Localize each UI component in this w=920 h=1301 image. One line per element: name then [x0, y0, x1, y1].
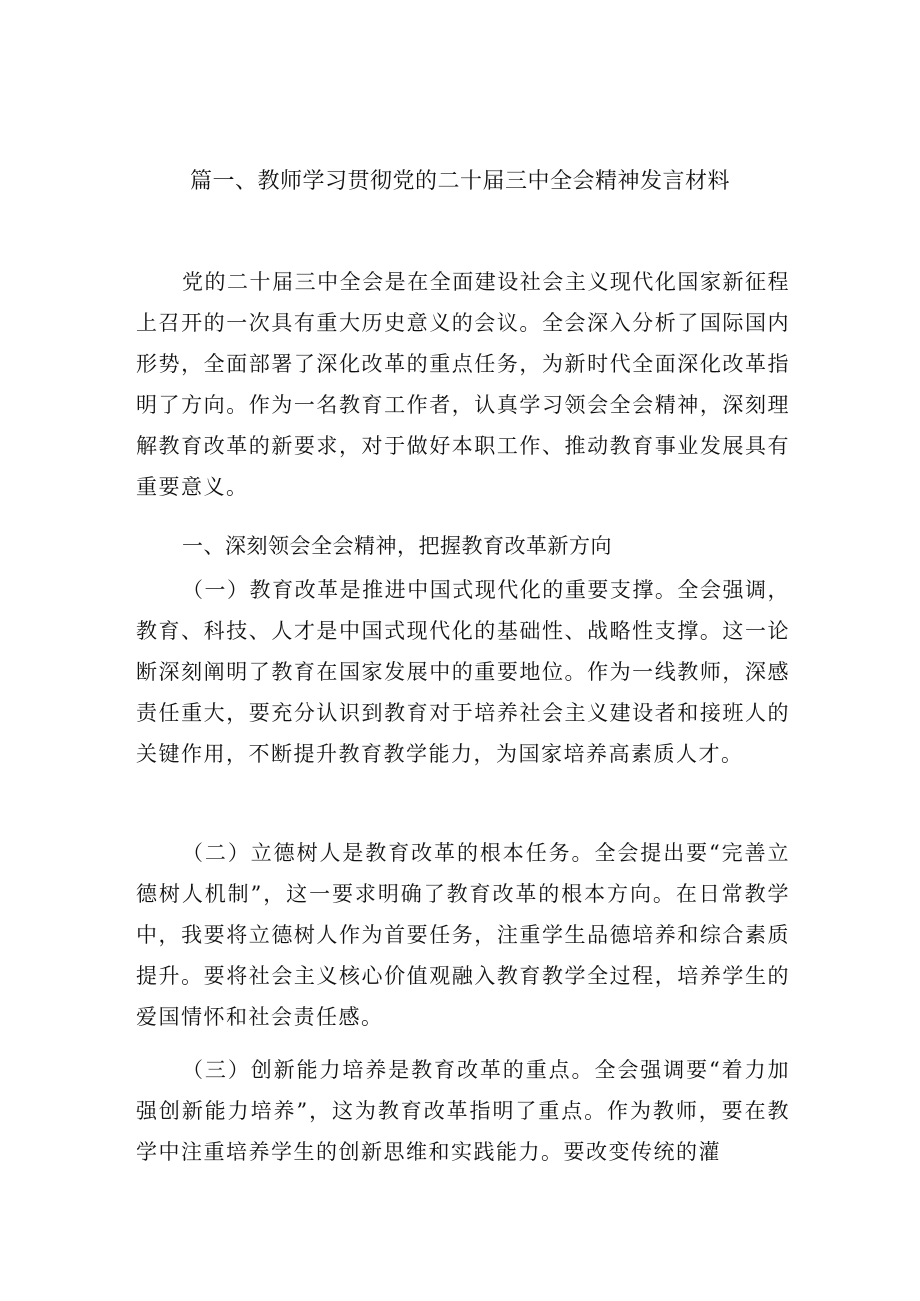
body-paragraph-3: （三）创新能力培养是教育改革的重点。全会强调要“着力加强创新能力培养”，这为教育改革指明了重点。作为教师，要在教学中注重培养学生的创新思维和实践能力。要改变传统的灌 [136, 1058, 790, 1164]
document-title: 篇一、教师学习贯彻党的二十届三中全会精神发言材料 [189, 169, 730, 194]
body-paragraph-1: （一）教育改革是推进中国式现代化的重要支撑。全会强调，教育、科技、人才是中国式现代化的基础性、战略性支撑。这一论断深刻阐明了教育在国家发展中的重要地位。作为一线教师，深感责任重大，要充分认识到教育对于培养社会主义建设者和接班人的关键作用，不断提升教育教学能力，为国家培养高素质人才。 [136, 578, 790, 766]
body-paragraph-2: （二）立德树人是教育改革的根本任务。全会提出要“完善立德树人机制”，这一要求明确了教育改革的根本方向。在日常教学中，我要将立德树人作为首要任务，注重学生品德培养和综合素质提升。要将社会主义核心价值观融入教育教学全过程，培养学生的爱国情怀和社会责任感。 [136, 841, 790, 1029]
intro-paragraph: 党的二十届三中全会是在全面建设社会主义现代化国家新征程上召开的一次具有重大历史意义的会议。全会深入分析了国际国内形势，全面部署了深化改革的重点任务，为新时代全面深化改革指明了方向。作为一名教育工作者，认真学习领会全会精神，深刻理解教育改革的新要求，对于做好本职工作、推动教育事业发展具有重要意义。 [136, 270, 790, 499]
section-heading: 一、深刻领会全会精神，把握教育改革新方向 [182, 534, 612, 558]
